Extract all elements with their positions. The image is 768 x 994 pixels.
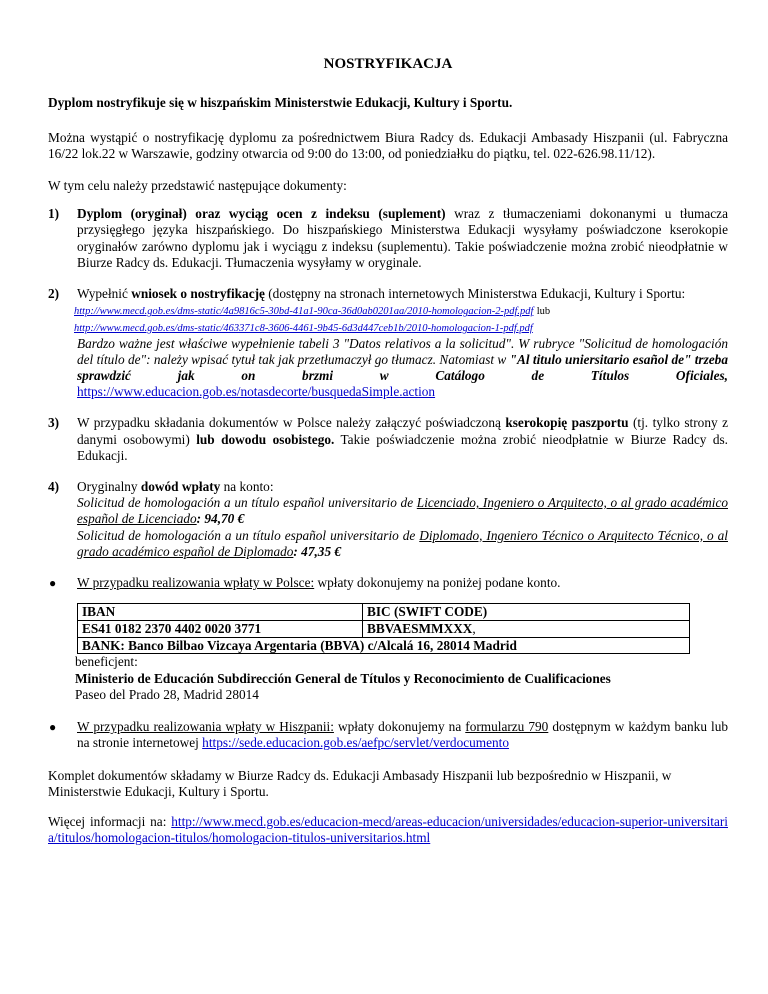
form-link-2[interactable]: http://www.mecd.gob.es/dms-static/463371c8-3606-4461-9b45-6d3d447ceb1b/2010-homologacion-1-pdf.pdf <box>74 323 533 335</box>
beneficiary-address: Paseo del Prado 28, Madrid 28014 <box>75 686 259 702</box>
item-text: Oryginalny <box>77 479 141 495</box>
beneficiary-label: beneficjent: <box>75 654 138 670</box>
fee-text: Solicitud de homologación a un título español universitario de <box>77 495 417 511</box>
bullet-item-spain <box>48 719 728 751</box>
bic-value: BBVAESMMXXX <box>367 621 473 637</box>
item-text: wraz z tłumaczeniami dokonanymi u tłumacza przysięgłego języka hiszpańskiego. Do hiszpańskiego Ministerstwa Edukacji wysyłamy poświadczone kserokopie oryginałów zarówno dyplomu jak i wyciągu z indeksu (suplementu). Takie poświadczenie można zrobić nieodpłatnie w Biurze Radcy ds. Edukacji. Tłumaczenia wysyłamy w oryginale. <box>77 206 728 270</box>
item-bold: kserokopię paszportu <box>505 415 629 431</box>
item-text: (dostępny na stronach internetowych Ministerstwa Edukacji, Kultury i Sportu: <box>264 286 686 302</box>
sede-link[interactable]: https://sede.educacion.gob.es/aefpc/servlet/verdocumento <box>202 735 510 751</box>
item-text: W przypadku składania dokumentów w Polsce należy załączyć poświadczoną <box>77 415 506 431</box>
subtitle: Dyplom nostryfikuje się w hiszpańskim Ministerstwie Edukacji, Kultury i Sportu. <box>48 95 513 111</box>
note-text: Bardzo ważne jest właściwe wypełnienie tabeli 3 "Datos relativos a la solicitud". W rubryce "Solicitud de homologación del título de": należy wpisać tytuł tak jak przetłumaczył go tłumacz. Natomiast w <box>77 335 728 367</box>
fee-amount: : 94,70 € <box>196 511 245 527</box>
bullet-heading: W przypadku realizowania wpłaty w Polsce: <box>77 575 315 591</box>
fee-amount: : 47,35 € <box>293 543 342 559</box>
item-number: 4) <box>48 479 60 495</box>
list-item-2 <box>48 286 728 400</box>
iban-value: ES41 0182 2370 4402 0020 3771 <box>78 621 363 638</box>
list-item-3 <box>48 415 728 464</box>
page-title: NOSTRYFIKACJA <box>323 56 453 72</box>
item-bold: wniosek o nostryfikację <box>131 286 265 302</box>
form-790: formularzu 790 <box>465 719 549 735</box>
bullet-text: dostępnym w każdym banku lub na stronie internetowej <box>77 719 728 751</box>
bank-table <box>77 603 690 654</box>
more-label: Więcej informacji na: <box>48 813 172 829</box>
item-number: 2) <box>48 286 60 302</box>
bank-details <box>48 603 728 703</box>
item-text: (tj. tylko strony z danymi osobowymi) <box>77 415 728 447</box>
bullet-text: wpłaty dokonujemy na poniżej podane konto. <box>314 575 561 591</box>
note-bold: "Al titulo uniersitario esañol de" trzeba sprawdzić jak on brzmi w Catálogo de Títulos Oficiales, <box>77 351 728 383</box>
bullet-text: wpłaty dokonujemy na <box>333 719 466 735</box>
item-number: 1) <box>48 206 60 222</box>
fee-text: Solicitud de homologación a un título español universitario de <box>77 527 420 543</box>
bic-comma: , <box>472 621 476 637</box>
item-bold: Dyplom (oryginał) oraz wyciąg ocen z indeksu (suplement) <box>77 206 446 222</box>
intro-paragraph: Można wystąpić o nostryfikację dyplomu za pośrednictwem Biura Radcy ds. Edukacji Ambasady Hiszpanii (ul. Fabryczna 16/22 lok.22 w Warszawie, godziny otwarcia od 9:00 do 13:00, od poniedziałku do piątku, tel. 022-626.98.11/12). <box>48 129 728 161</box>
document-page <box>48 55 728 846</box>
documents-lead: W tym celu należy przedstawić następujące dokumenty: <box>48 177 347 193</box>
fee-degree: Licenciado, Ingeniero o Arquitecto, o al grado académico español de Licenciado <box>77 495 728 527</box>
item-text: Wypełnić <box>77 286 132 302</box>
bullet-heading: W przypadku realizowania wpłaty w Hiszpanii: <box>77 719 334 735</box>
iban-header: IBAN <box>78 604 363 621</box>
closing-paragraph: Komplet dokumentów składamy w Biurze Radcy ds. Edukacji Ambasady Hiszpanii lub bezpośrednio w Hiszpanii, w Ministerstwie Edukacji, Kultury i Sportu. <box>48 767 672 799</box>
catalog-link[interactable]: https://www.educacion.gob.es/notasdecorte/busquedaSimple.action <box>77 384 436 400</box>
bullet-icon: ● <box>49 576 57 591</box>
more-info-link[interactable]: http://www.mecd.gob.es/educacion-mecd/areas-educacion/universidades/educacion-superior-universitaria/titulos/homologacion-titulos/homologacion-titulos-universitarios.html <box>48 813 728 846</box>
bullet-item-poland <box>48 575 728 591</box>
bic-header: BIC (SWIFT CODE) <box>363 604 690 621</box>
item-bold: lub dowodu osobistego. <box>196 431 335 447</box>
fee-degree: Diplomado, Ingeniero Técnico o Arquitecto Técnico, o al grado académico español de Diplomado <box>77 527 728 559</box>
beneficiary-name: Ministerio de Educación Subdirección General de Títulos y Reconocimiento de Cualificaciones <box>75 670 611 686</box>
list-item-1 <box>48 206 728 271</box>
item-text: na konto: <box>220 479 274 495</box>
bullet-icon: ● <box>49 720 57 735</box>
item-bold: dowód wpłaty <box>140 479 221 495</box>
more-info <box>48 814 728 846</box>
lub-text: lub <box>536 306 551 318</box>
bank-name: BANK: Banco Bilbao Vizcaya Argentaria (BBVA) c/Alcalá 16, 28014 Madrid <box>78 637 690 654</box>
form-link-1[interactable]: http://www.mecd.gob.es/dms-static/4a9816c5-30bd-41a1-90ca-36d0ab0201aa/2010-homologacion-2-pdf.pdf <box>74 306 534 318</box>
list-item-4 <box>48 479 728 560</box>
item-text: Takie poświadczenie można zrobić nieodpłatnie w Biurze Radcy ds. Edukacji. <box>77 431 728 463</box>
item-number: 3) <box>48 415 60 431</box>
